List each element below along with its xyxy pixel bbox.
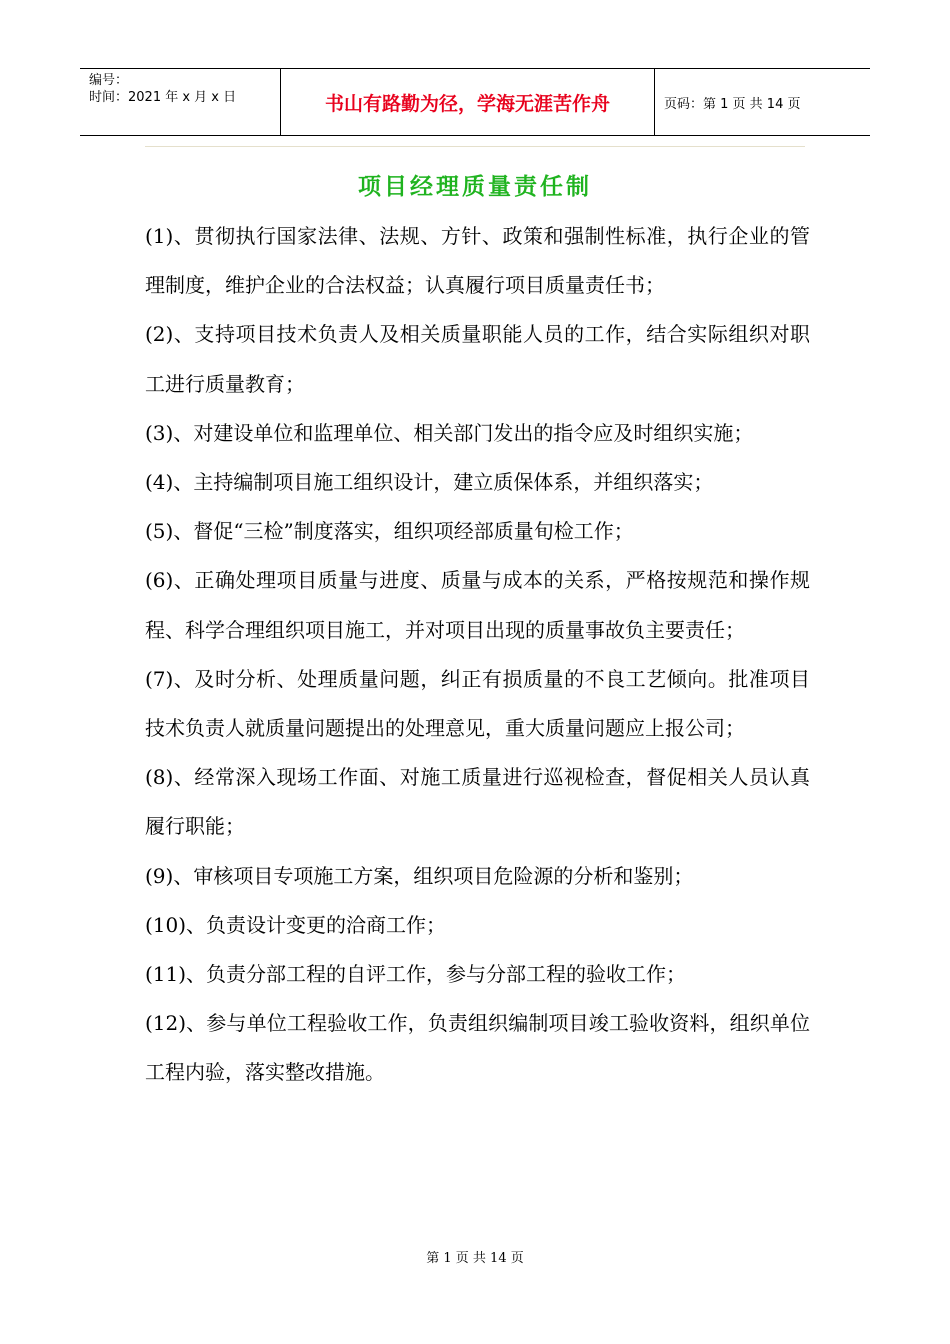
responsibility-item: (3)、对建设单位和监理单位、相关部门发出的指令应及时组织实施；	[145, 420, 754, 445]
responsibility-item: (9)、审核项目专项施工方案，组织项目危险源的分析和鉴别；	[145, 863, 694, 888]
responsibility-item: (10)、负责设计变更的洽商工作；	[145, 912, 447, 937]
document-title: 项目经理质量责任制	[358, 174, 592, 200]
responsibility-item: (11)、负责分部工程的自评工作，参与分部工程的验收工作；	[145, 962, 687, 987]
responsibility-item: (6)、正确处理项目质量与进度、质量与成本的关系，严格按规范和操作规程、科学合理组织项目施工，并对项目出现的质量事故负主要责任；	[145, 568, 810, 642]
header-page-info: 页码：第 1 页 共 14 页	[664, 96, 801, 112]
responsibility-item: (2)、支持项目技术负责人及相关质量职能人员的工作，结合实际组织对职工进行质量教育；	[145, 322, 810, 396]
document-number-label: 编号：	[89, 73, 129, 88]
responsibility-item: (4)、主持编制项目施工组织设计，建立质保体系，并组织落实；	[145, 470, 714, 495]
header-meta-cell	[80, 69, 281, 135]
document-header	[80, 68, 870, 136]
responsibility-item: (12)、参与单位工程验收工作，负责组织编制项目竣工验收资料，组织单位工程内验，落实整改措施。	[145, 1011, 810, 1085]
responsibility-item: (8)、经常深入现场工作面、对施工质量进行巡视检查，督促相关人员认真履行职能；	[145, 765, 810, 839]
document-body	[145, 212, 810, 1098]
header-divider	[145, 146, 805, 147]
document-date-label: 时间：2021 年 x 月 x 日	[89, 90, 237, 105]
header-motto: 书山有路勤为径，学海无涯苦作舟	[281, 69, 655, 135]
responsibility-item: (7)、及时分析、处理质量问题，纠正有损质量的不良工艺倾向。批准项目技术负责人就质量问题提出的处理意见，重大质量问题应上报公司；	[145, 666, 810, 741]
page-footer: 第 1 页 共 14 页	[426, 1251, 524, 1266]
responsibility-item: (5)、督促“三检”制度落实，组织项经部质量旬检工作；	[145, 519, 634, 544]
responsibility-item: (1)、贯彻执行国家法律、法规、方针、政策和强制性标准，执行企业的管理制度，维护企业的合法权益；认真履行项目质量责任书；	[145, 224, 810, 298]
